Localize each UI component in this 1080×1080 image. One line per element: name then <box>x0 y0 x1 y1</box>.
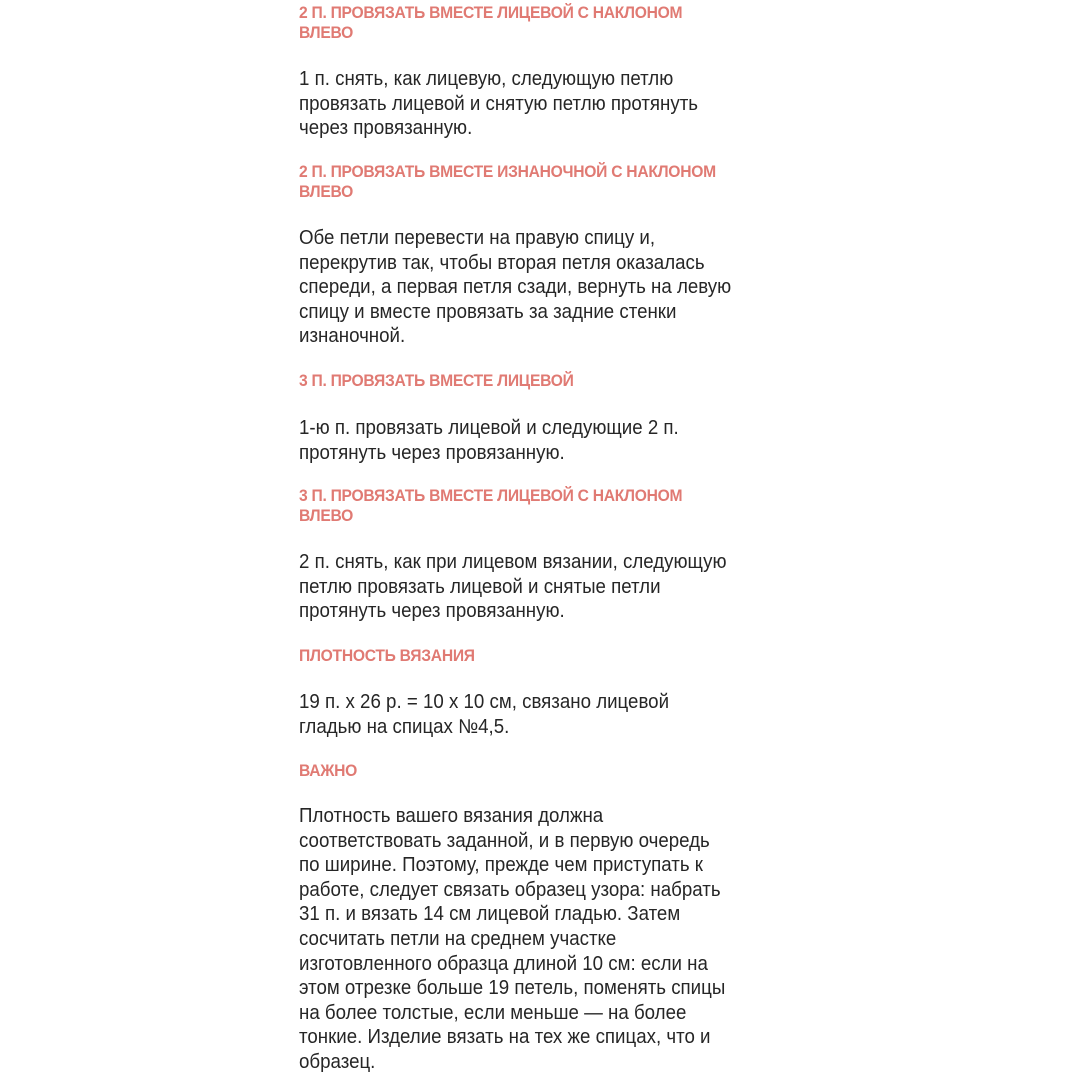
section-text: Плотность вашего вязания должна соответствовать заданной, и в первую очередь по ширине. Поэтому, прежде чем приступать к работе, следует связать образец узора: набрать 31 п. и вязать 14 см лицевой гладью. Затем сосчитать петли на среднем участке изготовленного образца длиной 10 см: если на этом отрезке больше 19 петель, поменять спицы на более толстые, если меньше — на более тонкие. Изделие вязать на тех же спицах, что и образец. <box>299 805 726 1073</box>
section-heading-k3tog-left <box>299 486 839 526</box>
section-heading: 3 П. ПРОВЯЗАТЬ ВМЕСТЕ ЛИЦЕВОЙ <box>299 371 574 390</box>
section-text-important <box>299 804 839 1075</box>
section-heading-gauge <box>299 646 839 666</box>
section-heading: 2 П. ПРОВЯЗАТЬ ВМЕСТЕ ЛИЦЕВОЙ С НАКЛОНОМ ВЛЕВО <box>299 3 683 42</box>
section-text-k3tog <box>299 416 839 465</box>
section-text-p2tog-left <box>299 226 839 349</box>
section-heading-k2tog-left <box>299 3 839 43</box>
section-heading-k3tog <box>299 371 839 391</box>
section-text: 19 п. x 26 р. = 10 x 10 см, связано лицевой гладью на спицах №4,5. <box>299 691 670 738</box>
section-text: 1 п. снять, как лицевую, следующую петлю провязать лицевой и снятую петлю протянуть через провязанную. <box>299 68 699 140</box>
section-text-k3tog-left <box>299 550 839 624</box>
section-text: Обе петли перевести на правую спицу и, перекрутив так, чтобы вторая петля оказалась спереди, а первая петля сзади, вернуть на левую спицу и вместе провязать за задние стенки изнаночной. <box>299 227 732 348</box>
section-heading: ВАЖНО <box>299 761 358 780</box>
section-text: 2 п. снять, как при лицевом вязании, следующую петлю провязать лицевой и снятые петли протянуть через провязанную. <box>299 551 727 623</box>
section-heading: 2 П. ПРОВЯЗАТЬ ВМЕСТЕ ИЗНАНОЧНОЙ С НАКЛОНОМ ВЛЕВО <box>299 162 716 201</box>
section-heading: 3 П. ПРОВЯЗАТЬ ВМЕСТЕ ЛИЦЕВОЙ С НАКЛОНОМ ВЛЕВО <box>299 486 683 525</box>
section-heading-important <box>299 761 839 781</box>
section-heading-p2tog-left <box>299 162 839 202</box>
section-text: 1-ю п. провязать лицевой и следующие 2 п. протянуть через провязанную. <box>299 417 679 464</box>
section-heading: ПЛОТНОСТЬ ВЯЗАНИЯ <box>299 646 475 665</box>
section-text-gauge <box>299 690 839 739</box>
section-text-k2tog-left <box>299 67 839 141</box>
